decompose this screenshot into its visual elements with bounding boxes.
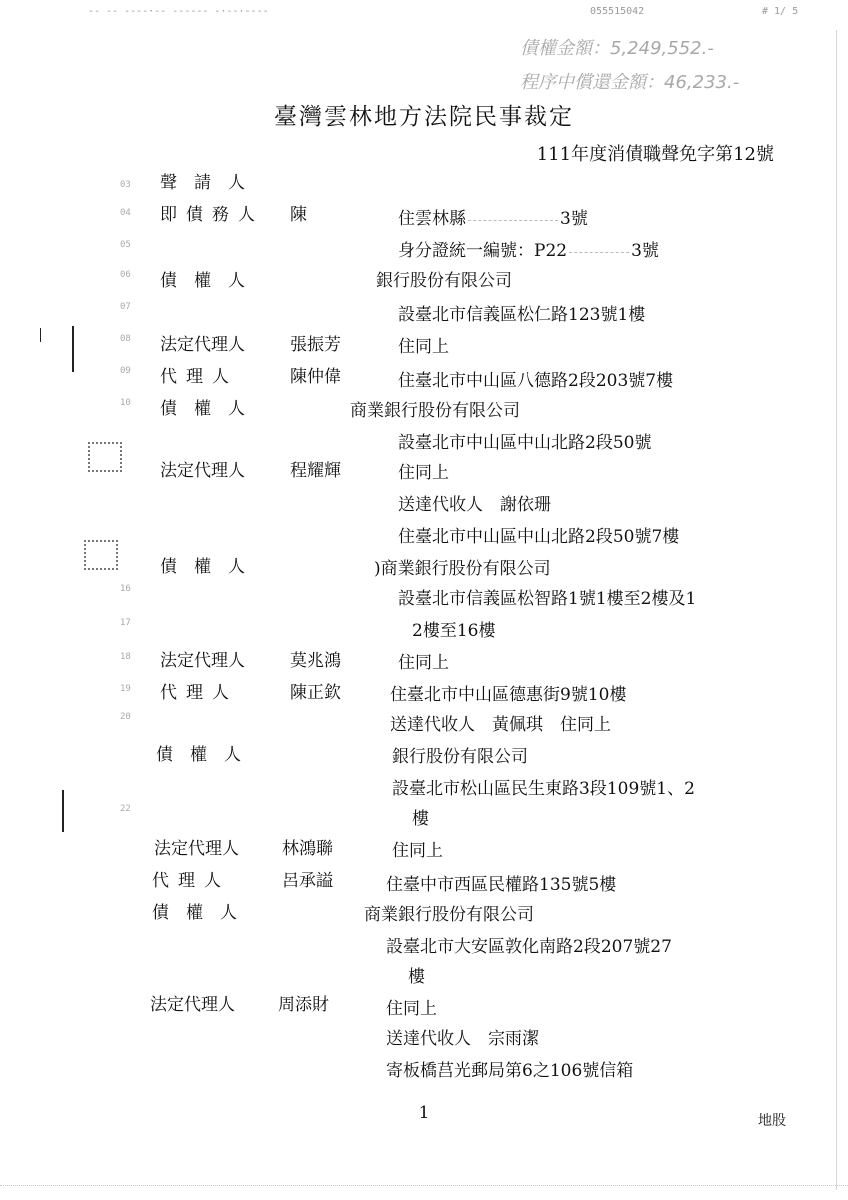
agent-label: 代理人	[160, 367, 238, 387]
debtor-address: 住雲林縣 3號	[398, 209, 588, 229]
legal-rep-address: 住同上	[392, 841, 443, 861]
debtor-id: 身分證統一編號：P22 3號	[398, 241, 659, 261]
legal-rep-name: 程耀輝	[290, 461, 341, 481]
service-recipient: 送達代收人 黃佩琪 住同上	[390, 715, 611, 735]
fax-number: 055515042	[590, 6, 645, 17]
legal-rep-address: 住同上	[386, 999, 437, 1019]
line-number: 17	[120, 618, 131, 628]
fax-header-line: -- -- ----·-- ------ -·--·----	[88, 6, 269, 17]
creditor-name: 商業銀行股份有限公司	[350, 401, 520, 421]
creditor-address-cont: 樓	[408, 967, 425, 987]
agent-address: 住臺北市中山區八德路2段203號7樓	[398, 371, 674, 391]
creditor-address: 設臺北市信義區松智路1號1樓至2樓及1	[398, 589, 697, 609]
punch-holes	[88, 442, 122, 472]
line-number: 05	[120, 240, 131, 250]
line-number: 08	[120, 334, 131, 344]
creditor-label: 債權人	[160, 399, 262, 419]
legal-rep-address: 住同上	[398, 653, 449, 673]
service-recipient: 送達代收人 宗雨潔	[386, 1029, 539, 1049]
agent-name: 陳仲偉	[290, 367, 341, 387]
line-number: 18	[120, 652, 131, 662]
agent-label: 代理人	[152, 871, 230, 891]
creditor-address: 設臺北市信義區松仁路123號1樓	[398, 305, 646, 325]
creditor-name: 銀行股份有限公司	[376, 271, 512, 291]
legal-rep-label: 法定代理人	[154, 839, 239, 859]
line-number: 04	[120, 208, 131, 218]
creditor-label: 債權人	[152, 903, 254, 923]
creditor-name: 商業銀行股份有限公司	[364, 905, 534, 925]
line-number: 20	[120, 712, 131, 722]
margin-tick	[40, 328, 41, 342]
line-number: 07	[120, 302, 131, 312]
creditor-label: 債權人	[156, 745, 258, 765]
service-recipient: 送達代收人 謝依珊	[398, 495, 551, 515]
agent-name: 陳正欽	[290, 683, 341, 703]
debtor-name: 陳	[290, 205, 307, 225]
margin-bar	[72, 326, 74, 372]
agent-label: 代理人	[160, 683, 238, 703]
line-number: 22	[120, 804, 131, 814]
service-recipient-address: 寄板橋莒光郵局第6之106號信箱	[386, 1061, 634, 1081]
line-number: 16	[120, 584, 131, 594]
creditor-label: 債權人	[160, 271, 262, 291]
creditor-name: )商業銀行股份有限公司	[374, 559, 551, 579]
service-recipient-address: 住臺北市中山區中山北路2段50號7樓	[398, 527, 680, 547]
punch-holes	[84, 540, 118, 570]
creditor-address-cont: 2樓至16樓	[412, 621, 496, 641]
page-number: 1	[418, 1103, 430, 1123]
agent-address: 住臺北市中山區德惠街9號10樓	[390, 685, 627, 705]
line-number: 03	[120, 180, 131, 190]
scan-edge	[836, 30, 837, 1190]
agent-address: 住臺中市西區民權路135號5樓	[386, 875, 617, 895]
applicant-label: 聲請人	[160, 173, 262, 193]
creditor-address-cont: 樓	[412, 809, 429, 829]
legal-rep-name: 莫兆鴻	[290, 651, 341, 671]
division-label: 地股	[758, 1113, 786, 1129]
fax-page: # 1/ 5	[762, 6, 799, 17]
creditor-label: 債權人	[160, 557, 262, 577]
case-number: 111年度消債職聲免字第12號	[536, 144, 774, 165]
margin-bar	[62, 790, 64, 832]
creditor-address: 設臺北市中山區中山北路2段50號	[398, 433, 652, 453]
creditor-address: 設臺北市松山區民生東路3段109號1、2	[392, 779, 695, 799]
scan-edge	[0, 1185, 848, 1190]
legal-rep-label: 法定代理人	[160, 461, 245, 481]
line-number: 19	[120, 684, 131, 694]
agent-name: 呂承謚	[282, 871, 333, 891]
legal-rep-label: 法定代理人	[160, 335, 245, 355]
handwritten-debt-amount: 債權金額：5,249,552.-	[520, 38, 714, 59]
legal-rep-label: 法定代理人	[160, 651, 245, 671]
line-number: 09	[120, 366, 131, 376]
line-number: 10	[120, 398, 131, 408]
legal-rep-address: 住同上	[398, 463, 449, 483]
legal-rep-name: 張振芳	[290, 335, 341, 355]
debtor-label: 即債務人	[160, 205, 264, 225]
handwritten-repaid-amount: 程序中償還金額：46,233.-	[520, 72, 740, 93]
document-title: 臺灣雲林地方法院民事裁定	[274, 104, 574, 130]
line-number: 06	[120, 270, 131, 280]
legal-rep-name: 林鴻聯	[282, 839, 333, 859]
creditor-address: 設臺北市大安區敦化南路2段207號27	[386, 937, 672, 957]
legal-rep-address: 住同上	[398, 337, 449, 357]
legal-rep-label: 法定代理人	[150, 995, 235, 1015]
legal-rep-name: 周添財	[278, 995, 329, 1015]
creditor-name: 銀行股份有限公司	[392, 747, 528, 767]
